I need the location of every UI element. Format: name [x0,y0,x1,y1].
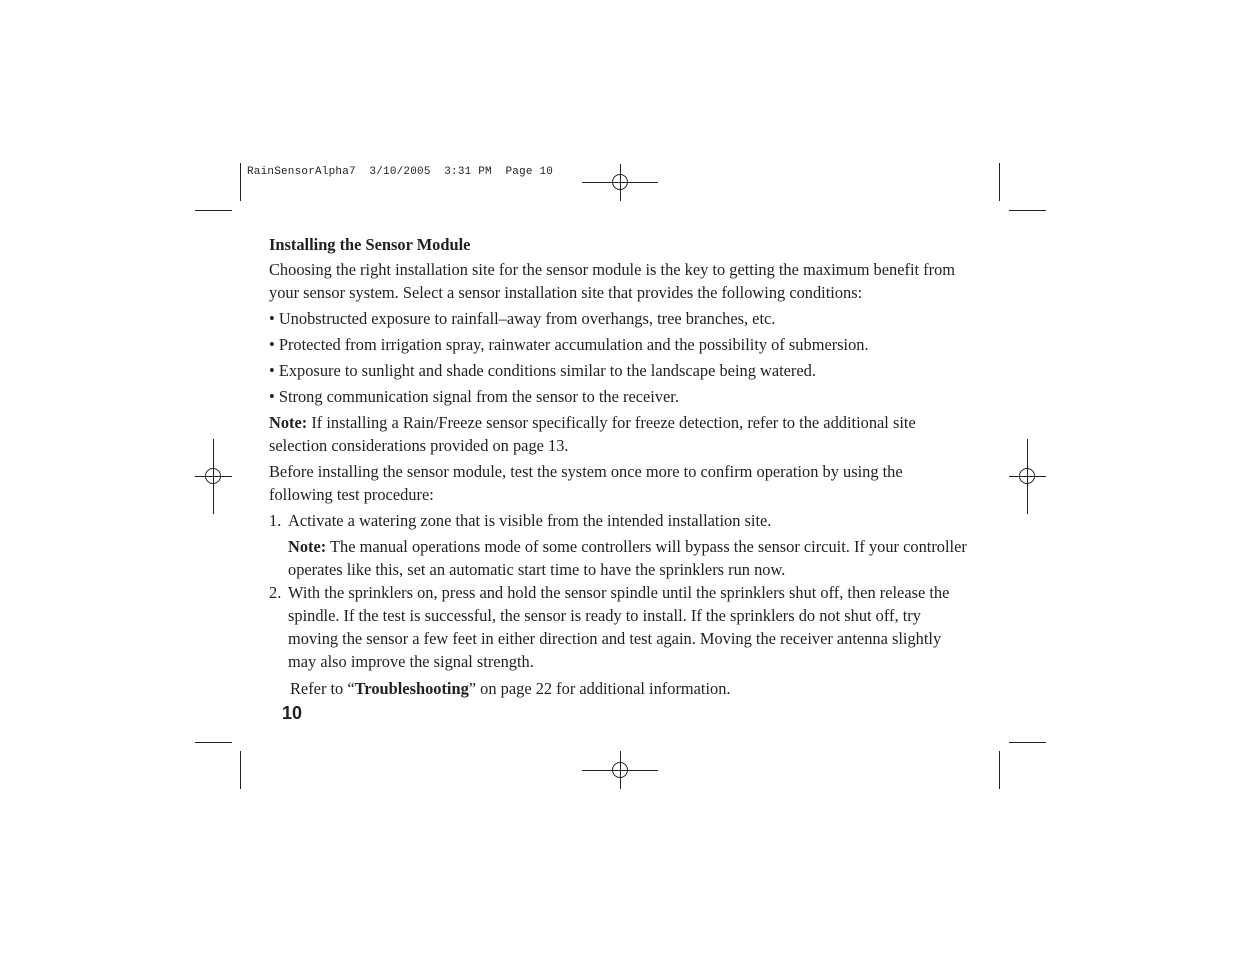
crop-mark-bottom-right-horizontal [1009,742,1046,743]
crop-mark-bottom-left-vertical [240,751,241,789]
note-text: The manual operations mode of some controllers will bypass the sensor circuit. If your controller operates like this, set an automatic start time to have the sprinklers run now. [288,537,967,579]
crop-mark-top-left-horizontal [195,210,232,211]
crop-mark-bottom-left-horizontal [195,742,232,743]
note-text: If installing a Rain/Freeze sensor specifically for freeze detection, refer to the additional site selection considerations provided on page 13. [269,413,916,455]
step-number: 1. [269,511,282,530]
page-number: 10 [282,703,303,723]
step-text: With the sprinklers on, press and hold the sensor spindle until the sprinklers shut off, then release the spindle. If the test is successful, the sensor is ready to install. If the sprinklers do not shut off, try moving the sensor a few feet in either direction and test again. Moving the receiver antenna slightly may also improve the signal strength. [288,583,950,671]
note-label: Note: [288,537,327,556]
section-heading: Installing the Sensor Module [269,235,471,254]
bullet-item: • Unobstructed exposure to rainfall–away from overhangs, tree branches, etc. [269,309,776,328]
troubleshooting-reference: Refer to “Troubleshooting” on page 22 for additional information. [290,679,731,698]
printer-slug: RainSensorAlpha7 3/10/2005 3:31 PM Page 10 [247,166,554,178]
crop-mark-bottom-right-vertical [999,751,1000,789]
crop-mark-top-right-vertical [999,163,1000,201]
page-content [269,234,969,700]
test-intro-paragraph: Before installing the sensor module, test the system once more to confirm operation by using the following test procedure: [269,462,903,504]
crop-mark-top-right-horizontal [1009,210,1046,211]
bullet-item: • Protected from irrigation spray, rainwater accumulation and the possibility of submersion. [269,335,869,354]
step-text: Activate a watering zone that is visible from the intended installation site. [288,511,772,530]
crop-mark-top-left-vertical [240,163,241,201]
step-item [269,509,969,532]
note-label: Note: [269,413,308,432]
bullet-item: • Exposure to sunlight and shade conditions similar to the landscape being watered. [269,361,816,380]
controller-note [269,535,969,581]
step-item [269,581,969,673]
troubleshooting-link-text: Troubleshooting [354,679,469,698]
freeze-note [269,411,969,457]
bullet-item: • Strong communication signal from the sensor to the receiver. [269,387,679,406]
intro-paragraph: Choosing the right installation site for the sensor module is the key to getting the maximum benefit from your sensor system. Select a sensor installation site that provides the following conditions: [269,260,956,302]
step-number: 2. [269,583,282,602]
